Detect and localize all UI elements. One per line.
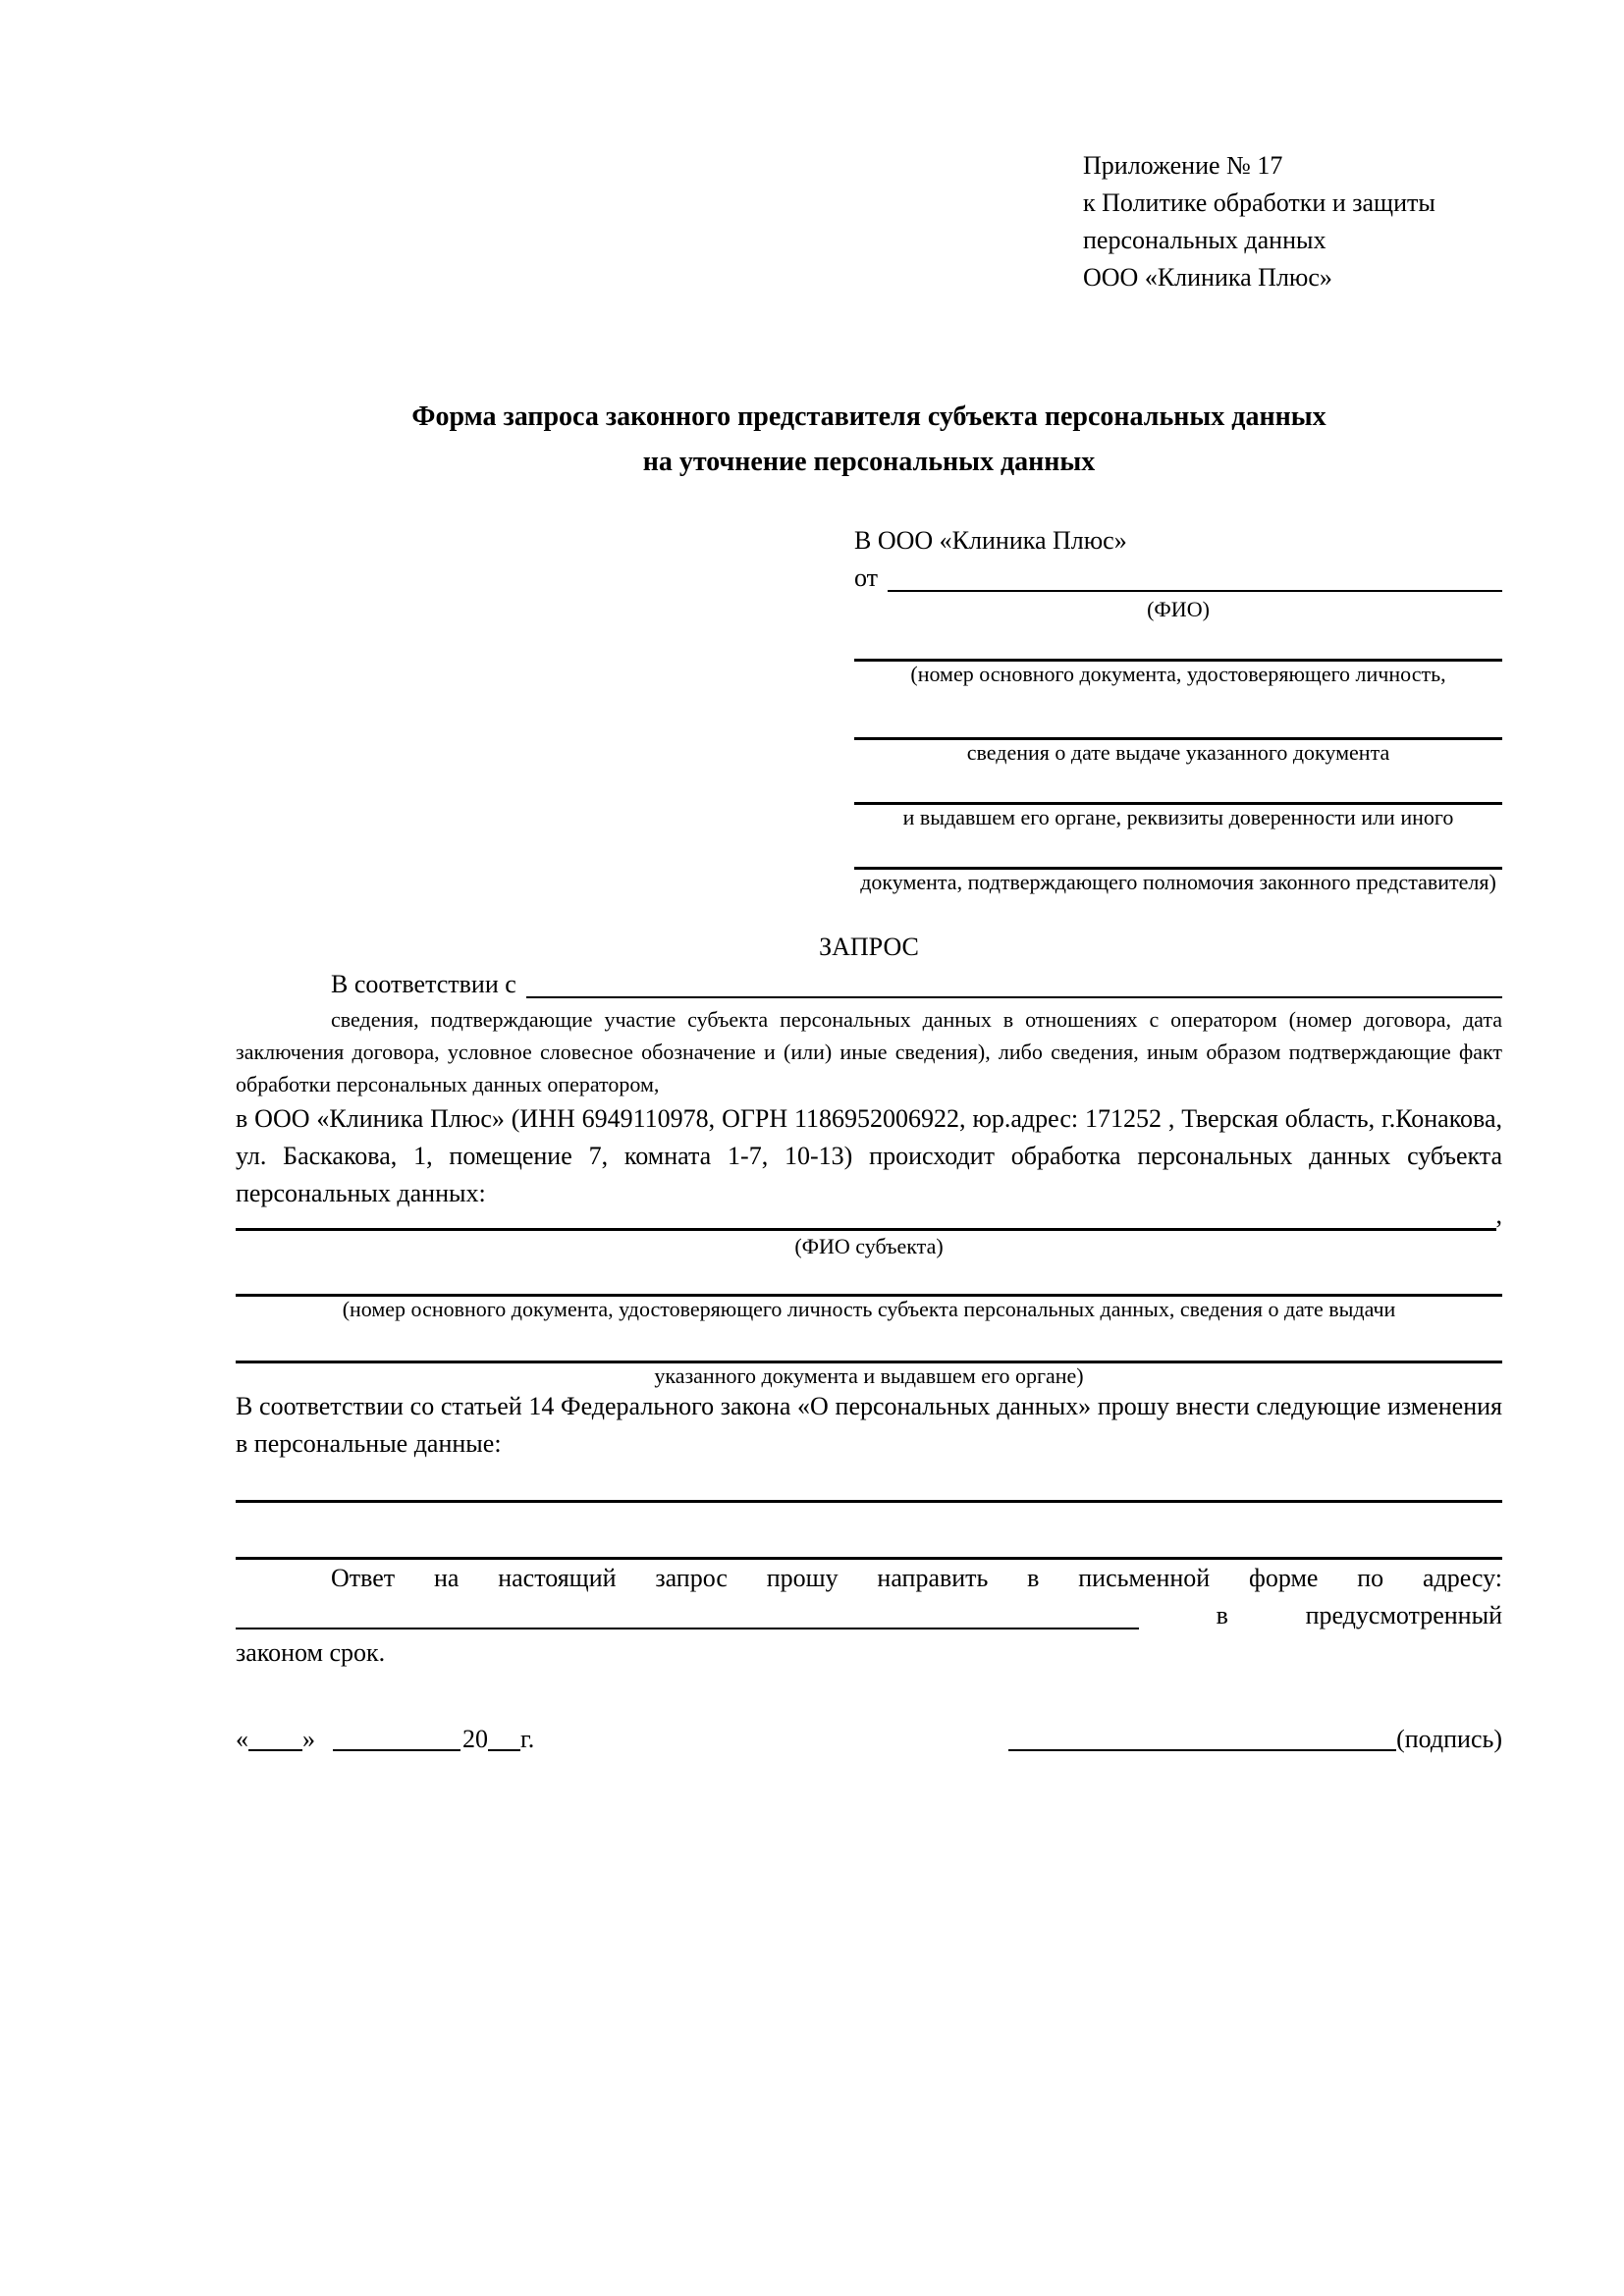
- appendix-line-4: ООО «Клиника Плюс»: [1083, 263, 1332, 292]
- fio-blank-line: [888, 560, 1502, 592]
- date-group: [236, 1721, 534, 1758]
- power-of-attorney-caption: документа, подтверждающего полномочия законного представителя): [860, 870, 1496, 894]
- from-row: [854, 560, 1502, 597]
- year-blank-line: [488, 1749, 520, 1751]
- issuing-authority-blank-line: [854, 765, 1502, 805]
- addressee-block: [854, 522, 1502, 894]
- address-blank-line: [236, 1628, 1139, 1629]
- year-suffix: г.: [520, 1725, 535, 1753]
- fine-print: сведения, подтверждающие участие субъекта персональных данных в отношениях с оператором (номер договора, дата заключения договора, условное словесное обозначение и (или) иные сведения), либо сведения, иным образом подтверждающие факт обработки персональных данных оператором,: [236, 1007, 1502, 1096]
- doc-number-blank-line: [854, 621, 1502, 662]
- trailing-comma: ,: [1495, 1201, 1502, 1229]
- power-of-attorney-blank-line: [854, 829, 1502, 870]
- subject-fio-caption: (ФИО субъекта): [794, 1234, 944, 1258]
- signature-group: [1008, 1721, 1502, 1758]
- doc-number-caption: (номер основного документа, удостоверяющего личность,: [910, 662, 1446, 686]
- subject-fio-blank-line: [236, 1228, 1496, 1231]
- close-quote: »: [302, 1725, 315, 1753]
- subject-doc-blank-line-1: [236, 1258, 1502, 1297]
- request-heading: ЗАПРОС: [819, 933, 919, 961]
- issue-date-blank-line: [854, 686, 1502, 740]
- answer-tail-word-1: в: [1216, 1601, 1228, 1629]
- appendix-line-1: Приложение № 17: [1083, 151, 1283, 180]
- basis-blank-line: [526, 966, 1502, 998]
- open-quote: «: [236, 1725, 248, 1753]
- operator-paragraph: в ООО «Клиника Плюс» (ИНН 6949110978, ОГРН 1186952006922, юр.адрес: 171252 , Тверская область, г.Конакова, ул. Баскакова, 1, помещение 7, комната 1-7, 10-13) происходит обработка персональных данных субъекта персональных данных:: [236, 1104, 1502, 1207]
- subject-doc-caption-2: указанного документа и выдавшем его органе): [654, 1363, 1084, 1388]
- subject-doc-blank-line-2: [236, 1321, 1502, 1363]
- answer-last-line: законом срок.: [236, 1638, 386, 1667]
- signature-caption: (подпись): [1396, 1725, 1502, 1753]
- issue-date-caption: сведения о дате выдаче указанного документа: [966, 740, 1390, 765]
- intro-label: В соответствии с: [331, 970, 516, 998]
- year-prefix: 20: [462, 1725, 488, 1753]
- month-blank-line: [333, 1749, 460, 1751]
- form-title-line-1: Форма запроса законного представителя субъекта персональных данных: [411, 401, 1326, 432]
- signature-blank-line: [1008, 1749, 1396, 1751]
- from-label: от: [854, 563, 879, 592]
- form-title-line-2: на уточнение персональных данных: [642, 447, 1096, 477]
- changes-blank-line-2: [236, 1503, 1502, 1560]
- answer-address-row: [236, 1597, 1502, 1634]
- subject-doc-caption-1: (номер основного документа, удостоверяющего личность субъекта персональных данных, сведения о дате выдачи: [342, 1297, 1396, 1321]
- law-paragraph: В соответствии со статьей 14 Федерального закона «О персональных данных» прошу внести следующие изменения в персональные данные:: [236, 1392, 1502, 1458]
- day-blank-line: [248, 1749, 302, 1751]
- date-signature-row: [236, 1721, 1502, 1758]
- changes-blank-line-1: [236, 1463, 1502, 1503]
- appendix-line-3: персональных данных: [1083, 226, 1326, 254]
- answer-tail-word-2: предусмотренный: [1305, 1601, 1502, 1629]
- request-body: [236, 929, 1502, 1758]
- answer-paragraph: Ответ на настоящий запрос прошу направить в письменной форме по адресу:: [331, 1564, 1502, 1592]
- issuing-authority-caption: и выдавшем его органе, реквизиты доверенности или иного: [902, 805, 1454, 829]
- subject-fio-row: [236, 1201, 1502, 1234]
- appendix-block: [1083, 147, 1525, 296]
- intro-row: [236, 966, 1502, 1003]
- appendix-line-2: к Политике обработки и защиты: [1083, 188, 1435, 217]
- form-title: [236, 395, 1502, 485]
- addressee-to: В ООО «Клиника Плюс»: [854, 526, 1127, 555]
- fio-caption: (ФИО): [1147, 597, 1210, 621]
